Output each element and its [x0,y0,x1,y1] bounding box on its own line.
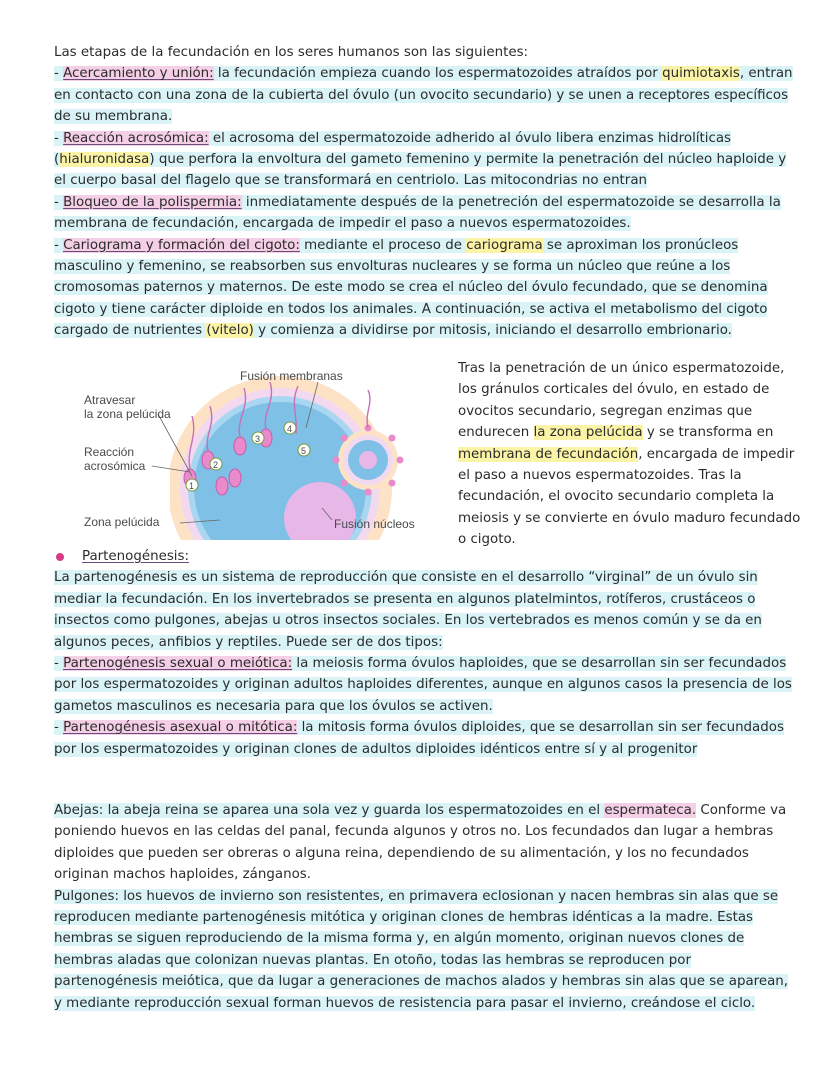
label-zona-pelucida: Zona pelúcida [84,515,160,529]
label-zona-pelucida-crossing: la zona pelúcida [84,407,171,421]
stage-text: el acrosoma del espermatozoide adherido al óvulo libera enzimas hidrolíticas ( [54,130,732,168]
stage-item [54,63,794,127]
sperm-head [216,477,228,495]
stage-item [54,192,794,235]
fertilization-stages-section [54,42,794,342]
step-number: 1 [189,481,195,491]
highlight-term: la zona pelúcida [533,425,643,441]
label-acrosomica: acrosómica [84,459,146,473]
dash: - [54,66,64,82]
stage-term: Reacción acrosómica: [63,130,209,146]
step-number: 3 [255,434,261,444]
highlight-term: hialuronidasa [59,152,150,168]
intro-paragraph [54,567,794,653]
stage-text: la fecundación empieza cuando los espermatozoides atraídos por [213,66,663,82]
type-term: Partenogénesis sexual o meiótica: [63,656,293,672]
heading-text: Partenogénesis: [82,549,190,564]
dash: - [54,720,64,736]
type-text: la mitosis forma óvulos diploides, que se desarrollan sin ser fecundados por los espermatozoides y originan clones de adultos diploides idénticos entre sí y al progenitor [54,720,784,757]
examples-section [54,800,794,1014]
partenogenesis-section [54,546,794,760]
highlight-term: cariograma [466,237,543,253]
sperm-head [229,469,241,487]
dash: - [54,656,64,672]
side-text: , encargada de impedir el paso a nuevos espermatozoides. Tras la fecundación, el ovocito secundario completa la meiosis y se convierte en óvulo maduro fecundado o cigoto. [458,446,801,548]
stage-text: y comienza a dividirse por mitosis, iniciando el desarrollo embrionario. [253,323,732,339]
stage-text: , entran en contacto con una zona de la cubierta del óvulo (un ovocito secundario) y se unen a receptores específicos de su membrana. [54,66,793,125]
highlight-term: membrana de fecundación [458,446,639,462]
label-atravesar: Atravesar [84,393,136,407]
highlight-term: espermateca. [604,803,697,818]
section-title: Las etapas de la fecundación en los seres humanos son las siguientes: [54,45,529,60]
sperm-head [234,437,246,455]
dash: - [54,130,64,146]
example-term: Abejas: [54,803,104,818]
abejas-paragraph [54,800,794,886]
example-text: Conforme va poniendo huevos en las celdas del panal, fecunda algunos y otros no. Los fecundados dan lugar a hembras diploides que pueden ser obreras o alguna reina, dependiendo de su alimentación, y los no fecundados originan machos haploides, zánganos. [54,803,787,883]
example-text: los huevos de invierno son resistentes, en primavera eclosionan y nacen hembras sin alas que se reproducen mediante partenogénesis mitótica y originan clones de hembras idénticas a la madre. Estas hembras se siguen reproduciendo de la misma forma y, en algún momento, originan nuevos clones de hembras aladas que colonizan nuevas plantas. En otoño, todas las hembras se reproducen por partenogénesis meiótica, que da lugar a generaciones de machos alados y hembras sin alas que se aparean, y mediante reproducción sexual forman huevos de resistencia para pasar el invierno, creándose el ciclo. [54,888,789,1011]
step-number: 4 [287,424,293,434]
intro-text: La partenogénesis es un sistema de reproducción que consiste en el desarrollo “virginal” de un óvulo sin mediar la fecundación. En los invertebrados se presenta en algunos platelmintos, rotíferos, crustáceos o insectos como pulgones, abejas u otros insectos sociales. En los vertebrados es menos común y se da en algunos peces, anfibios y reptiles. Puede ser de dos tipos: [54,570,762,650]
dash: - [54,194,64,210]
label-reaccion: Reacción [84,445,135,459]
stage-term: Bloqueo de la polispermia: [63,194,242,210]
label-fusion-nucleos: Fusión núcleos [334,517,415,531]
stage-text: mediante el proceso de [299,237,467,253]
section-heading [54,546,794,567]
dash: - [54,237,64,253]
stage-text: se aproximan los pronúcleos masculino y femenino, se reabsorben sus envolturas nucleares y se forma un núcleo que reúne a los cromosomas paternos y maternos. De este modo se crea el núcleo del óvulo fecundado, que se denomina cigoto y tiene carácter diploide en todos los animales. A continuación, se activa el metabolismo del cigoto cargado de nutrientes [54,237,768,339]
label-fusion-membranas: Fusión membranas [240,369,343,383]
stage-text: ) que perfora la envoltura del gameto femenino y permite la penetración del núcleo haploide y el cuerpo basal del flagelo que se transformará en centriolo. Las mitocondrias no entran [54,152,787,189]
type-text: la meiosis forma óvulos haploides, que se desarrollan sin ser fecundados por los espermatozoides y originan adultos haploides diferentes, aunque en algunos casos la presencia de los gametos masculinos es necesaria para que los óvulos se activen. [54,656,792,714]
stage-item [54,235,794,342]
fertilization-diagram [70,368,442,540]
highlight-term: quimiotaxis [662,66,740,82]
pulgones-paragraph [54,886,794,1014]
type-item [54,717,794,760]
side-note [458,358,802,551]
side-text: y se transforma en [642,425,774,441]
example-term: Pulgones: [54,888,119,904]
type-term: Partenogénesis asexual o mitótica: [63,720,298,736]
side-text: Tras la penetración de un único espermatozoide, los gránulos corticales del óvulo, en estado de ovocitos secundario, segregan enzimas que endurecen [458,361,785,441]
stage-item [54,128,794,192]
stage-term: Acercamiento y unión: [63,66,214,82]
type-item [54,653,794,717]
highlight-term: (vitelo) [206,323,254,339]
stage-term: Cariograma y formación del cigoto: [63,237,300,253]
step-number: 5 [301,446,307,456]
side-paragraph [458,358,802,551]
example-text: la abeja reina se aparea una sola vez y guarda los espermatozoides en el [103,803,605,818]
step-number: 2 [213,460,219,470]
stage-text: inmediatamente después de la penetreción del espermatozoide se desarrolla la membrana de fecundación, encargada de impedir el paso a nuevos espermatozoides. [54,194,781,232]
